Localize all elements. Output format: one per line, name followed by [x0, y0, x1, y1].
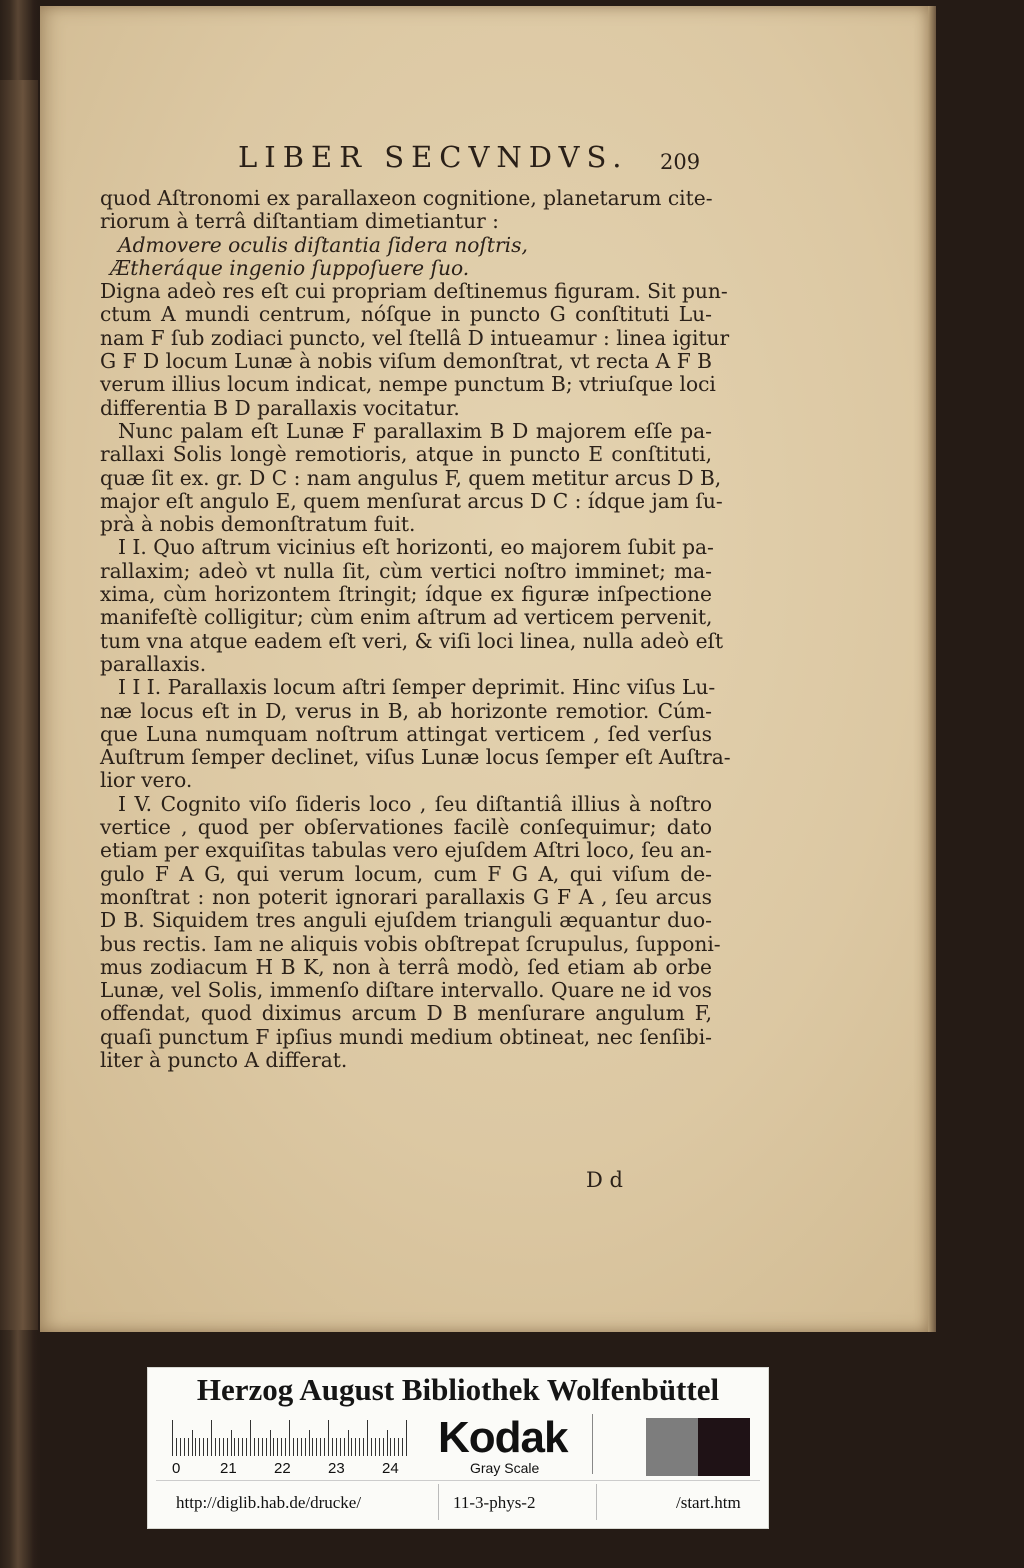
url-base: http://diglib.hab.de/drucke/ — [176, 1493, 362, 1512]
ruler-tick — [402, 1438, 403, 1456]
ruler-tick — [293, 1438, 294, 1456]
text-line: I V. Cognito viſo ſideris loco , ſeu diſtantiâ illius à noſtro — [118, 791, 712, 816]
ruler-tick — [359, 1438, 360, 1456]
kodak-logo: Kodak — [438, 1413, 568, 1462]
text-line: differentia B D parallaxis vocitatur. — [100, 395, 460, 420]
ruler-tick — [309, 1430, 310, 1456]
page-edge — [928, 6, 936, 1332]
gray-swatch-medium — [646, 1418, 698, 1476]
text-line: mus zodiacum H B K, non à terrâ modò, ſed etiam ab orbe — [100, 954, 712, 979]
text-line: næ locus eſt in D, verus in B, ab horizonte remotior. Cúm- — [100, 698, 712, 723]
text-line: vertice , quod per obſervationes facilè conſequimur; dato — [100, 815, 712, 840]
ruler-tick — [348, 1430, 349, 1456]
ruler-tick — [281, 1438, 282, 1456]
running-head: LIBER SECVNDVS. — [238, 140, 629, 174]
text-line: monſtrat : non poterit ignorari parallaxis G F A , ſeu arcus — [100, 884, 712, 909]
ruler-tick — [207, 1438, 208, 1456]
ruler-tick — [301, 1438, 302, 1456]
ruler-tick — [390, 1438, 391, 1456]
ruler-number: 24 — [382, 1460, 399, 1477]
facing-page-edge — [0, 80, 38, 1330]
ruler-number: 0 — [172, 1460, 181, 1477]
divider — [592, 1414, 593, 1474]
text-line: manifeſtè colligitur; cùm enim aſtrum ad verticem pervenit, — [100, 605, 713, 630]
page-header — [238, 140, 708, 180]
measurement-ruler — [172, 1416, 410, 1456]
ruler-tick — [242, 1438, 243, 1456]
text-line: riorum à terrâ diſtantiam dimetiantur : — [100, 209, 499, 234]
ruler-tick — [211, 1420, 212, 1456]
signature-mark: D d — [586, 1168, 623, 1192]
text-line: quaſi punctum F ipſius mundi medium obtineat, nec ſenſibi- — [100, 1024, 712, 1049]
ruler-tick — [192, 1430, 193, 1456]
ruler-tick — [246, 1438, 247, 1456]
text-line: xima, cùm horizontem ſtringit; ídque ex figuræ inſpectione — [100, 582, 712, 607]
ruler-tick — [324, 1438, 325, 1456]
text-line: Digna adeò res eſt cui propriam deſtinemus figuram. Sit pun- — [100, 279, 728, 304]
ruler-tick — [328, 1420, 329, 1456]
page-number: 209 — [660, 150, 701, 174]
ruler-tick — [394, 1438, 395, 1456]
ruler-tick — [285, 1438, 286, 1456]
text-line: G F D locum Lunæ à nobis viſum demonſtrat, vt recta A F B — [100, 349, 712, 374]
ruler-tick — [270, 1430, 271, 1456]
text-line: etiam per exquiſitas tabulas vero ejuſdem Aſtri loco, ſeu an- — [100, 838, 712, 863]
ruler-tick — [215, 1438, 216, 1456]
ruler-tick — [351, 1438, 352, 1456]
text-line: gulo F A G, qui verum locum, cum F G A, qui viſum de- — [100, 861, 712, 886]
text-line: parallaxis. — [100, 651, 207, 676]
ruler-tick — [316, 1438, 317, 1456]
text-line: que Luna numquam noſtrum attingat verticem , ſed verſus — [100, 721, 712, 746]
ruler-tick — [250, 1420, 251, 1456]
text-line: Auſtrum ſemper declinet, viſus Lunæ locus ſemper eſt Auſtra- — [100, 745, 731, 770]
ruler-number: 21 — [220, 1460, 237, 1477]
text-line: lior vero. — [100, 768, 193, 793]
ruler-tick — [289, 1420, 290, 1456]
body-text — [100, 186, 731, 1072]
ruler-tick — [188, 1438, 189, 1456]
divider — [156, 1480, 760, 1481]
ruler-tick — [262, 1438, 263, 1456]
ruler-tick — [398, 1438, 399, 1456]
url-suffix: /start.htm — [676, 1493, 741, 1512]
ruler-tick — [223, 1438, 224, 1456]
text-line: D B. Siquidem tres anguli ejuſdem trianguli æquantur duo- — [100, 908, 712, 933]
ruler-tick — [383, 1438, 384, 1456]
library-card — [147, 1367, 769, 1529]
ruler-tick — [273, 1438, 274, 1456]
ruler-tick — [266, 1438, 267, 1456]
text-line: tum vna atque eadem eſt veri, & viſi loci linea, nulla adeò eſt — [100, 628, 724, 653]
ruler-tick — [332, 1438, 333, 1456]
gray-scale-label: Gray Scale — [470, 1460, 540, 1476]
ruler-number: 23 — [328, 1460, 345, 1477]
text-line: Ætheráque ingenio ſuppoſuere ſuo. — [110, 255, 470, 280]
ruler-tick — [367, 1420, 368, 1456]
library-name: Herzog August Bibliothek Wolfenbüttel — [196, 1372, 720, 1407]
ruler-tick — [305, 1438, 306, 1456]
text-line: Admovere oculis diſtantia ſidera noſtris, — [118, 232, 528, 257]
text-line: prà à nobis demonſtratum fuit. — [100, 512, 416, 537]
divider — [438, 1484, 439, 1520]
ruler-tick — [234, 1438, 235, 1456]
ruler-tick — [203, 1438, 204, 1456]
ruler-tick — [379, 1438, 380, 1456]
text-line: quod Aſtronomi ex parallaxeon cognitione, planetarum cite- — [100, 186, 713, 210]
ruler-tick — [340, 1438, 341, 1456]
ruler-tick — [195, 1438, 196, 1456]
ruler-tick — [387, 1430, 388, 1456]
text-line: rallaxim; adeò vt nulla ſit, cùm vertici noſtro imminet; ma- — [100, 558, 712, 583]
ruler-tick — [180, 1438, 181, 1456]
text-line: Nunc palam eſt Lunæ F parallaxim B D majorem eſſe pa- — [118, 418, 712, 443]
text-line: I I. Quo aſtrum vicinius eſt horizonti, eo majorem ſubit pa- — [118, 535, 714, 560]
ruler-tick — [199, 1438, 200, 1456]
divider — [596, 1484, 597, 1520]
text-line: ctum A mundi centrum, nóſque in puncto G conſtituti Lu- — [100, 302, 712, 327]
ruler-tick — [258, 1438, 259, 1456]
ruler-tick — [371, 1438, 372, 1456]
text-line: liter à puncto A differat. — [100, 1047, 348, 1072]
ruler-tick — [176, 1438, 177, 1456]
ruler-tick — [238, 1438, 239, 1456]
ruler-tick — [297, 1438, 298, 1456]
ruler-tick — [231, 1430, 232, 1456]
ruler-tick — [344, 1438, 345, 1456]
ruler-tick — [336, 1438, 337, 1456]
ruler-tick — [277, 1438, 278, 1456]
ruler-tick — [320, 1438, 321, 1456]
text-line: quæ ſit ex. gr. D C : nam angulus F, quem metitur arcus D B, — [100, 465, 722, 490]
text-line: rallaxi Solis longè remotioris, atque in puncto E conſtituti, — [100, 442, 712, 467]
text-line: Lunæ, vel Solis, immenſo diſtare intervallo. Quare ne id vos — [100, 978, 712, 1003]
text-line: bus rectis. Iam ne aliquis vobis obſtrepat ſcrupulus, ſupponi- — [100, 931, 721, 956]
ruler-tick — [254, 1438, 255, 1456]
text-line: I I I. Parallaxis locum aſtri ſemper deprimit. Hinc viſus Lu- — [118, 675, 716, 700]
ruler-tick — [312, 1438, 313, 1456]
ruler-tick — [406, 1420, 407, 1456]
ruler-number: 22 — [274, 1460, 291, 1477]
text-line: offendat, quod diximus arcum D B menſurare angulum F, — [100, 1001, 712, 1026]
ruler-tick — [184, 1438, 185, 1456]
text-line: verum illius locum indicat, nempe punctum B; vtriuſque loci — [100, 372, 716, 397]
ruler-tick — [375, 1438, 376, 1456]
text-line: major eſt angulo E, quem menſurat arcus D C : ídque jam ſu- — [100, 488, 723, 513]
gray-swatch-dark — [698, 1418, 750, 1476]
ruler-tick — [355, 1438, 356, 1456]
ruler-tick — [227, 1438, 228, 1456]
ruler-tick — [172, 1420, 173, 1456]
text-line: nam F ſub zodiaci puncto, vel ſtellâ D intueamur : linea igitur — [100, 325, 730, 350]
ruler-tick — [363, 1438, 364, 1456]
ruler-tick — [219, 1438, 220, 1456]
shelfmark: 11-3-phys-2 — [453, 1493, 536, 1512]
